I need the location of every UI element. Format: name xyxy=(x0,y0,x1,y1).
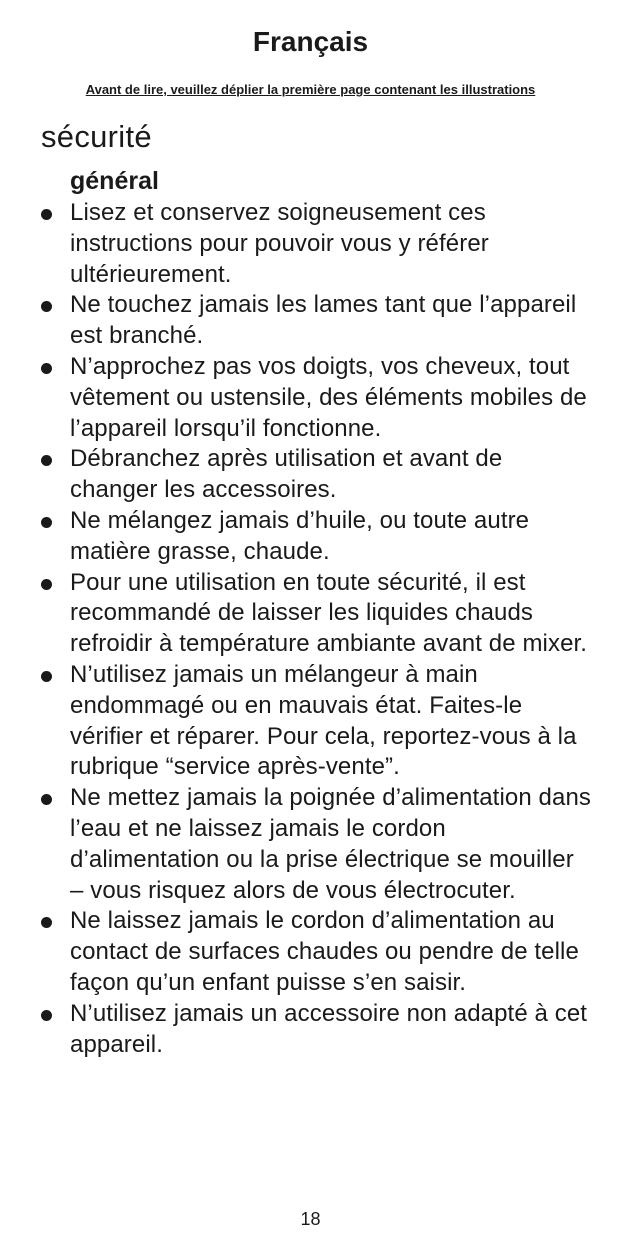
safety-item xyxy=(0,506,621,568)
safety-item-text: Ne mettez jamais la poignée d’alimentation dans l’eau et ne laissez jamais le cordon d’alimentation ou la prise électrique se mouiller – vous risquez alors de vous électrocuter. xyxy=(70,784,591,904)
safety-item-text: N’utilisez jamais un accessoire non adapté à cet appareil. xyxy=(70,999,588,1058)
bullet-icon xyxy=(41,917,52,928)
safety-item xyxy=(0,568,621,660)
safety-item xyxy=(0,660,621,783)
unfold-notice: Avant de lire, veuillez déplier la première page contenant les illustrations xyxy=(85,82,536,97)
section-title: sécurité xyxy=(41,119,152,154)
safety-item-text: Ne laissez jamais le cordon d’alimentation au contact de surfaces chaudes ou pendre de telle façon qu’un enfant puisse s’en saisir. xyxy=(70,907,579,996)
safety-item xyxy=(0,290,621,352)
safety-item xyxy=(0,444,621,506)
safety-item-text: Ne touchez jamais les lames tant que l’appareil est branché. xyxy=(70,291,577,350)
bullet-icon xyxy=(41,455,52,466)
bullet-icon xyxy=(41,517,52,528)
bullet-icon xyxy=(41,671,52,682)
page-number: 18 xyxy=(300,1209,321,1229)
safety-item xyxy=(0,906,621,998)
bullet-icon xyxy=(41,794,52,805)
safety-item-text: Ne mélangez jamais d’huile, ou toute autre matière grasse, chaude. xyxy=(70,506,530,565)
language-heading: Français xyxy=(252,26,369,57)
safety-list xyxy=(0,198,621,1060)
safety-item xyxy=(0,198,621,290)
safety-item-text: Lisez et conservez soigneusement ces instructions pour pouvoir vous y référer ultérieurement. xyxy=(70,199,489,288)
bullet-icon xyxy=(41,209,52,220)
safety-item xyxy=(0,352,621,444)
safety-item-text: Pour une utilisation en toute sécurité, il est recommandé de laisser les liquides chauds refroidir à température ambiante avant de mixer. xyxy=(70,568,588,658)
safety-item xyxy=(0,999,621,1061)
safety-item xyxy=(0,783,621,906)
bullet-icon xyxy=(41,579,52,590)
safety-item-text: N’utilisez jamais un mélangeur à main endommagé ou en mauvais état. Faites-le vérifier et réparer. Pour cela, reportez-vous à la rubrique “service après-vente”. xyxy=(70,660,577,781)
subsection-title: général xyxy=(70,167,159,195)
bullet-icon xyxy=(41,301,52,312)
safety-item-text: N’approchez pas vos doigts, vos cheveux, tout vêtement ou ustensile, des éléments mobiles de l’appareil lorsqu’il fonctionne. xyxy=(70,352,587,442)
safety-item-text: Débranchez après utilisation et avant de changer les accessoires. xyxy=(70,445,503,504)
bullet-icon xyxy=(41,363,52,374)
bullet-icon xyxy=(41,1010,52,1021)
